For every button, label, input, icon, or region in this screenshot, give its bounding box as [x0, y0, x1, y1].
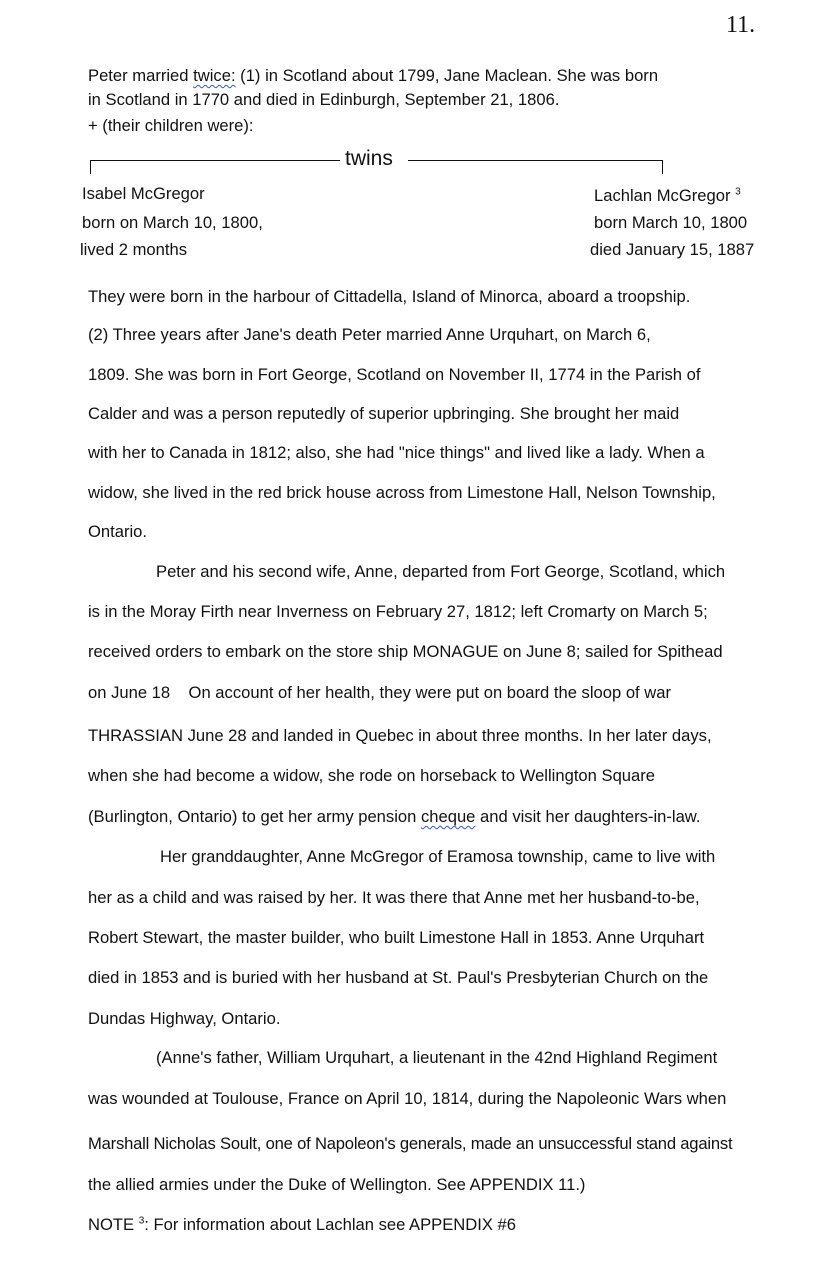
body-line: when she had become a widow, she rode on horseback to Wellington Square	[88, 766, 656, 785]
child-right-died: died January 15, 1887	[590, 240, 755, 259]
page-number: 11.	[726, 12, 756, 38]
twins-label: twins	[345, 147, 393, 170]
body-line: Calder and was a person reputedly of superior upbringing. She brought her maid	[88, 404, 680, 423]
body-line: with her to Canada in 1812; also, she had "nice things" and lived like a lady. When a	[88, 443, 705, 462]
pension-line	[88, 807, 700, 827]
body-line: Marshall Nicholas Soult, one of Napoleon's generals, made an unsuccessful stand against	[88, 1134, 733, 1153]
body-line: Ontario.	[88, 522, 148, 541]
body-line: THRASSIAN June 28 and landed in Quebec in about three months. In her later days,	[88, 726, 712, 745]
pension-line-pre: (Burlington, Ontario) to get her army pension	[88, 807, 421, 826]
child-left-name: Isabel McGregor	[82, 184, 205, 203]
intro-line-3: + (their children were):	[88, 116, 254, 135]
body-line: (2) Three years after Jane's death Peter married Anne Urquhart, on March 6,	[88, 325, 651, 344]
intro-line-2: in Scotland in 1770 and died in Edinburgh, September 21, 1806.	[88, 90, 560, 109]
body-line: is in the Moray Firth near Inverness on February 27, 1812; left Cromarty on March 5;	[88, 602, 708, 621]
body-line: was wounded at Toulouse, France on April 10, 1814, during the Napoleonic Wars when	[88, 1089, 727, 1108]
body-line: the allied armies under the Duke of Wellington. See APPENDIX 11.)	[88, 1175, 586, 1194]
child-right-name: Lachlan McGregor	[594, 186, 731, 205]
footnote-marker: 3	[138, 1215, 145, 1227]
body-line: died in 1853 and is buried with her husband at St. Paul's Presbyterian Church on the	[88, 968, 709, 987]
intro-line-1-pre: Peter married	[88, 66, 194, 85]
child-left-lived: lived 2 months	[80, 240, 187, 259]
twins-bracket-right-tick	[662, 160, 663, 174]
child-right-name-line	[594, 186, 741, 206]
body-line: widow, she lived in the red brick house across from Limestone Hall, Nelson Township,	[88, 483, 716, 502]
body-line: her as a child and was raised by her. It was there that Anne met her husband-to-be,	[88, 888, 700, 907]
body-line: 1809. She was born in Fort George, Scotland on November II, 1774 in the Parish of	[88, 365, 701, 384]
footnote-label: NOTE	[88, 1215, 135, 1234]
pension-line-post: and visit her daughters-in-law.	[475, 807, 701, 826]
body-line: They were born in the harbour of Cittadella, Island of Minorca, aboard a troopship.	[88, 287, 691, 306]
footnote	[88, 1215, 516, 1235]
twins-bracket-right-line	[408, 160, 663, 161]
body-line: Robert Stewart, the master builder, who built Limestone Hall in 1853. Anne Urquhart	[88, 928, 705, 947]
body-line: (Anne's father, William Urquhart, a lieutenant in the 42nd Highland Regiment	[156, 1048, 718, 1067]
twins-bracket-left-tick	[90, 160, 91, 174]
intro-line-1	[88, 66, 658, 86]
child-left-born: born on March 10, 1800,	[82, 213, 263, 232]
intro-line-1-post: (1) in Scotland about 1799, Jane Maclean. She was born	[235, 66, 659, 85]
spellcheck-word: cheque	[420, 807, 476, 826]
spellcheck-word: twice:	[193, 66, 236, 85]
child-right-born: born March 10, 1800	[594, 213, 748, 232]
body-line: Dundas Highway, Ontario.	[88, 1009, 281, 1028]
body-line: Her granddaughter, Anne McGregor of Eramosa township, came to live with	[160, 847, 716, 866]
footnote-marker: 3	[735, 186, 741, 198]
body-line: received orders to embark on the store ship MONAGUE on June 8; sailed for Spithead	[88, 642, 723, 661]
body-line: on June 18 On account of her health, they were put on board the sloop of war	[88, 683, 672, 702]
body-line: Peter and his second wife, Anne, departed from Fort George, Scotland, which	[156, 562, 726, 581]
twins-bracket-left-line	[90, 160, 340, 161]
footnote-text: : For information about Lachlan see APPENDIX #6	[144, 1215, 517, 1234]
